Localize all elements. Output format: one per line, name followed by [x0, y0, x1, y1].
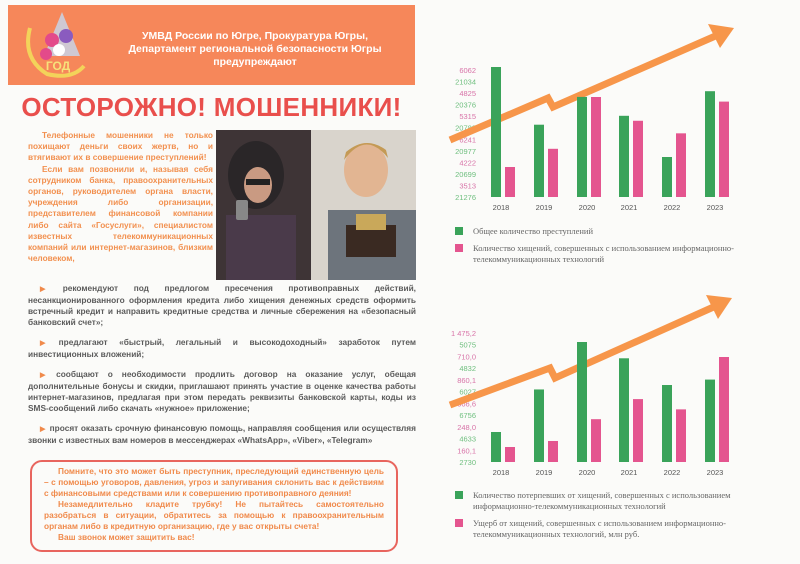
triangle-bullet-icon: ▶	[40, 372, 53, 379]
bar-green	[577, 97, 587, 197]
list-item	[28, 369, 416, 414]
legend-item	[455, 243, 785, 265]
warning-paragraph: Помните, что это может быть преступник, преследующий единственную цель – с помощью уговоров, давления, угроз и запугивания склонить вас к действиям с финансовыми средствами или к совершению противоправного деяния!	[44, 466, 384, 498]
year-label: 2018	[492, 203, 510, 212]
legend-swatch-green	[455, 227, 463, 235]
year-label: 2023	[706, 468, 724, 477]
axis-label: 860,1	[457, 375, 476, 385]
scam-methods-list	[28, 283, 416, 455]
axis-label: 6062	[459, 66, 476, 75]
axis-label: 1 475,2	[450, 329, 476, 338]
axis-label: 20977	[455, 146, 476, 156]
bar-green	[577, 342, 587, 462]
bar-pink	[505, 167, 515, 197]
header-line: Департамент региональной безопасности Югры	[128, 43, 382, 55]
triangle-bullet-icon: ▶	[40, 426, 46, 433]
page-title: ОСТОРОЖНО! МОШЕННИКИ!	[21, 92, 402, 122]
triangle-bullet-icon: ▶	[40, 286, 59, 293]
axis-label: 160,1	[457, 446, 476, 456]
list-item-text: сообщают о необходимости продлить договор на оказание услуг, обещая дополнительные бонусы и скидки, приглашают принять участие в оценке качества работы интернет-магазинов, предлагая при этом передать реквизиты банковской карты, коды из SMS-сообщений либо скачать «нужное» приложение;	[28, 369, 416, 413]
bar-pink	[676, 409, 686, 462]
bar-pink	[719, 102, 729, 197]
header-line: предупреждают	[213, 56, 297, 68]
axis-label: 6241	[459, 135, 476, 145]
warning-paragraph: Ваш звонок может защитить вас!	[58, 532, 195, 542]
legend-item	[455, 490, 785, 512]
axis-label: 5075	[459, 340, 476, 350]
list-item	[28, 423, 416, 446]
axis-label: 6027	[459, 387, 476, 397]
year-of-family-logo	[22, 8, 92, 80]
axis-label: 710,0	[457, 352, 476, 362]
warning-box	[30, 460, 398, 552]
list-item-text: просят оказать срочную финансовую помощь, направляя сообщения или осуществляя звонки с известных вам номеров в мессенджерах «WhatsApp», «Viber», «Telegram»	[28, 423, 416, 445]
list-item	[28, 337, 416, 360]
chart-crimes-legend	[455, 226, 785, 271]
bar-pink	[591, 97, 601, 197]
bar-green	[491, 67, 501, 197]
legend-label: Количество хищений, совершенных с использованием информационно-телекоммуникационных технологий	[473, 243, 735, 264]
warning-paragraph: Незамедлительно кладите трубку! Не пытайтесь самостоятельно разобраться в ситуации, обратитесь за помощью к правоохранительным органам либо в кредитную организацию, где у вас открыты счета!	[44, 499, 384, 531]
year-label: 2020	[578, 468, 596, 477]
year-label: 2023	[706, 203, 724, 212]
axis-label: 20788	[455, 123, 476, 133]
year-label: 2022	[663, 468, 681, 477]
bar-green	[705, 380, 715, 462]
axis-label: 4825	[459, 89, 476, 99]
intro-paragraph: Телефонные мошенники не только похищают деньги своих жертв, но и втягивают их в совершение преступлений!	[28, 130, 213, 163]
legend-label: Общее количество преступлений	[473, 226, 594, 236]
bar-green	[619, 358, 629, 462]
bar-green	[534, 125, 544, 197]
axis-label: 4832	[459, 364, 476, 374]
header-text	[100, 30, 410, 69]
bar-pink	[548, 441, 558, 462]
header-line: УМВД России по Югре, Прокуратура Югры,	[142, 30, 368, 42]
axis-label: 21276	[455, 193, 476, 202]
bar-pink	[548, 149, 558, 197]
legend-label: Ущерб от хищений, совершенных с использованием информационно-телекоммуникационных технологий, млн руб.	[473, 518, 727, 539]
year-label: 2021	[620, 203, 638, 212]
intro-text	[28, 130, 213, 264]
legend-item	[455, 226, 785, 237]
bar-green	[491, 432, 501, 462]
legend-label: Количество потерпевших от хищений, совершенных с использованием информационно-телекоммуникационных технологий	[473, 490, 731, 511]
legend-swatch-green	[455, 491, 463, 499]
triangle-bullet-icon: ▶	[40, 340, 55, 347]
list-item	[28, 283, 416, 328]
chart-crimes	[440, 20, 790, 220]
axis-label: 2730	[459, 458, 476, 467]
year-label: 2018	[492, 468, 510, 477]
year-label: 2020	[578, 203, 596, 212]
bar-green	[662, 157, 672, 197]
bar-green	[705, 91, 715, 197]
axis-label: 20376	[455, 100, 476, 110]
chart-victims-legend	[455, 490, 785, 546]
bar-pink	[633, 121, 643, 197]
intro-paragraph: Если вам позвонили и, называя себя сотрудником банка, правоохранительных органов, руководителем органа власти, учреждения либо организации, представителем финансовой компании либо сайта «Госуслуги», специалистом известных телекоммуникационных компаний или интернет-магазинов, близким человеком,	[28, 163, 213, 264]
bar-pink	[591, 419, 601, 462]
chart-victims	[440, 295, 790, 485]
axis-label: 566,6	[457, 399, 476, 409]
bar-green	[662, 385, 672, 462]
year-label: 2022	[663, 203, 681, 212]
bar-green	[619, 116, 629, 197]
axis-label: 6756	[459, 411, 476, 421]
bar-pink	[633, 399, 643, 462]
axis-label: 4222	[459, 158, 476, 168]
year-label: 2019	[535, 468, 553, 477]
axis-label: 248,0	[457, 422, 476, 432]
axis-label: 20699	[455, 169, 476, 179]
year-label: 2019	[535, 203, 553, 212]
axis-label: 21034	[455, 77, 476, 87]
photo-scammers	[216, 130, 416, 280]
svg-text:ГОД: ГОД	[45, 59, 71, 73]
bar-pink	[505, 447, 515, 462]
bar-pink	[719, 357, 729, 462]
legend-swatch-pink	[455, 519, 463, 527]
list-item-text: рекомендуют под предлогом пресечения противоправных действий, несанкционированного оформления кредита либо хищения денежных средств оформить встречный кредит и направить кредитные средства и личные сбережения на «безопасный банковский счет»;	[28, 283, 416, 327]
list-item-text: предлагают «быстрый, легальный и высокодоходный» заработок путем инвестиционных вложений;	[28, 337, 416, 359]
bar-green	[534, 389, 544, 462]
legend-item	[455, 518, 785, 540]
axis-label: 5315	[459, 112, 476, 122]
axis-label: 3513	[459, 181, 476, 191]
axis-label: 4633	[459, 434, 476, 444]
bar-pink	[676, 133, 686, 197]
year-label: 2021	[620, 468, 638, 477]
legend-swatch-pink	[455, 244, 463, 252]
